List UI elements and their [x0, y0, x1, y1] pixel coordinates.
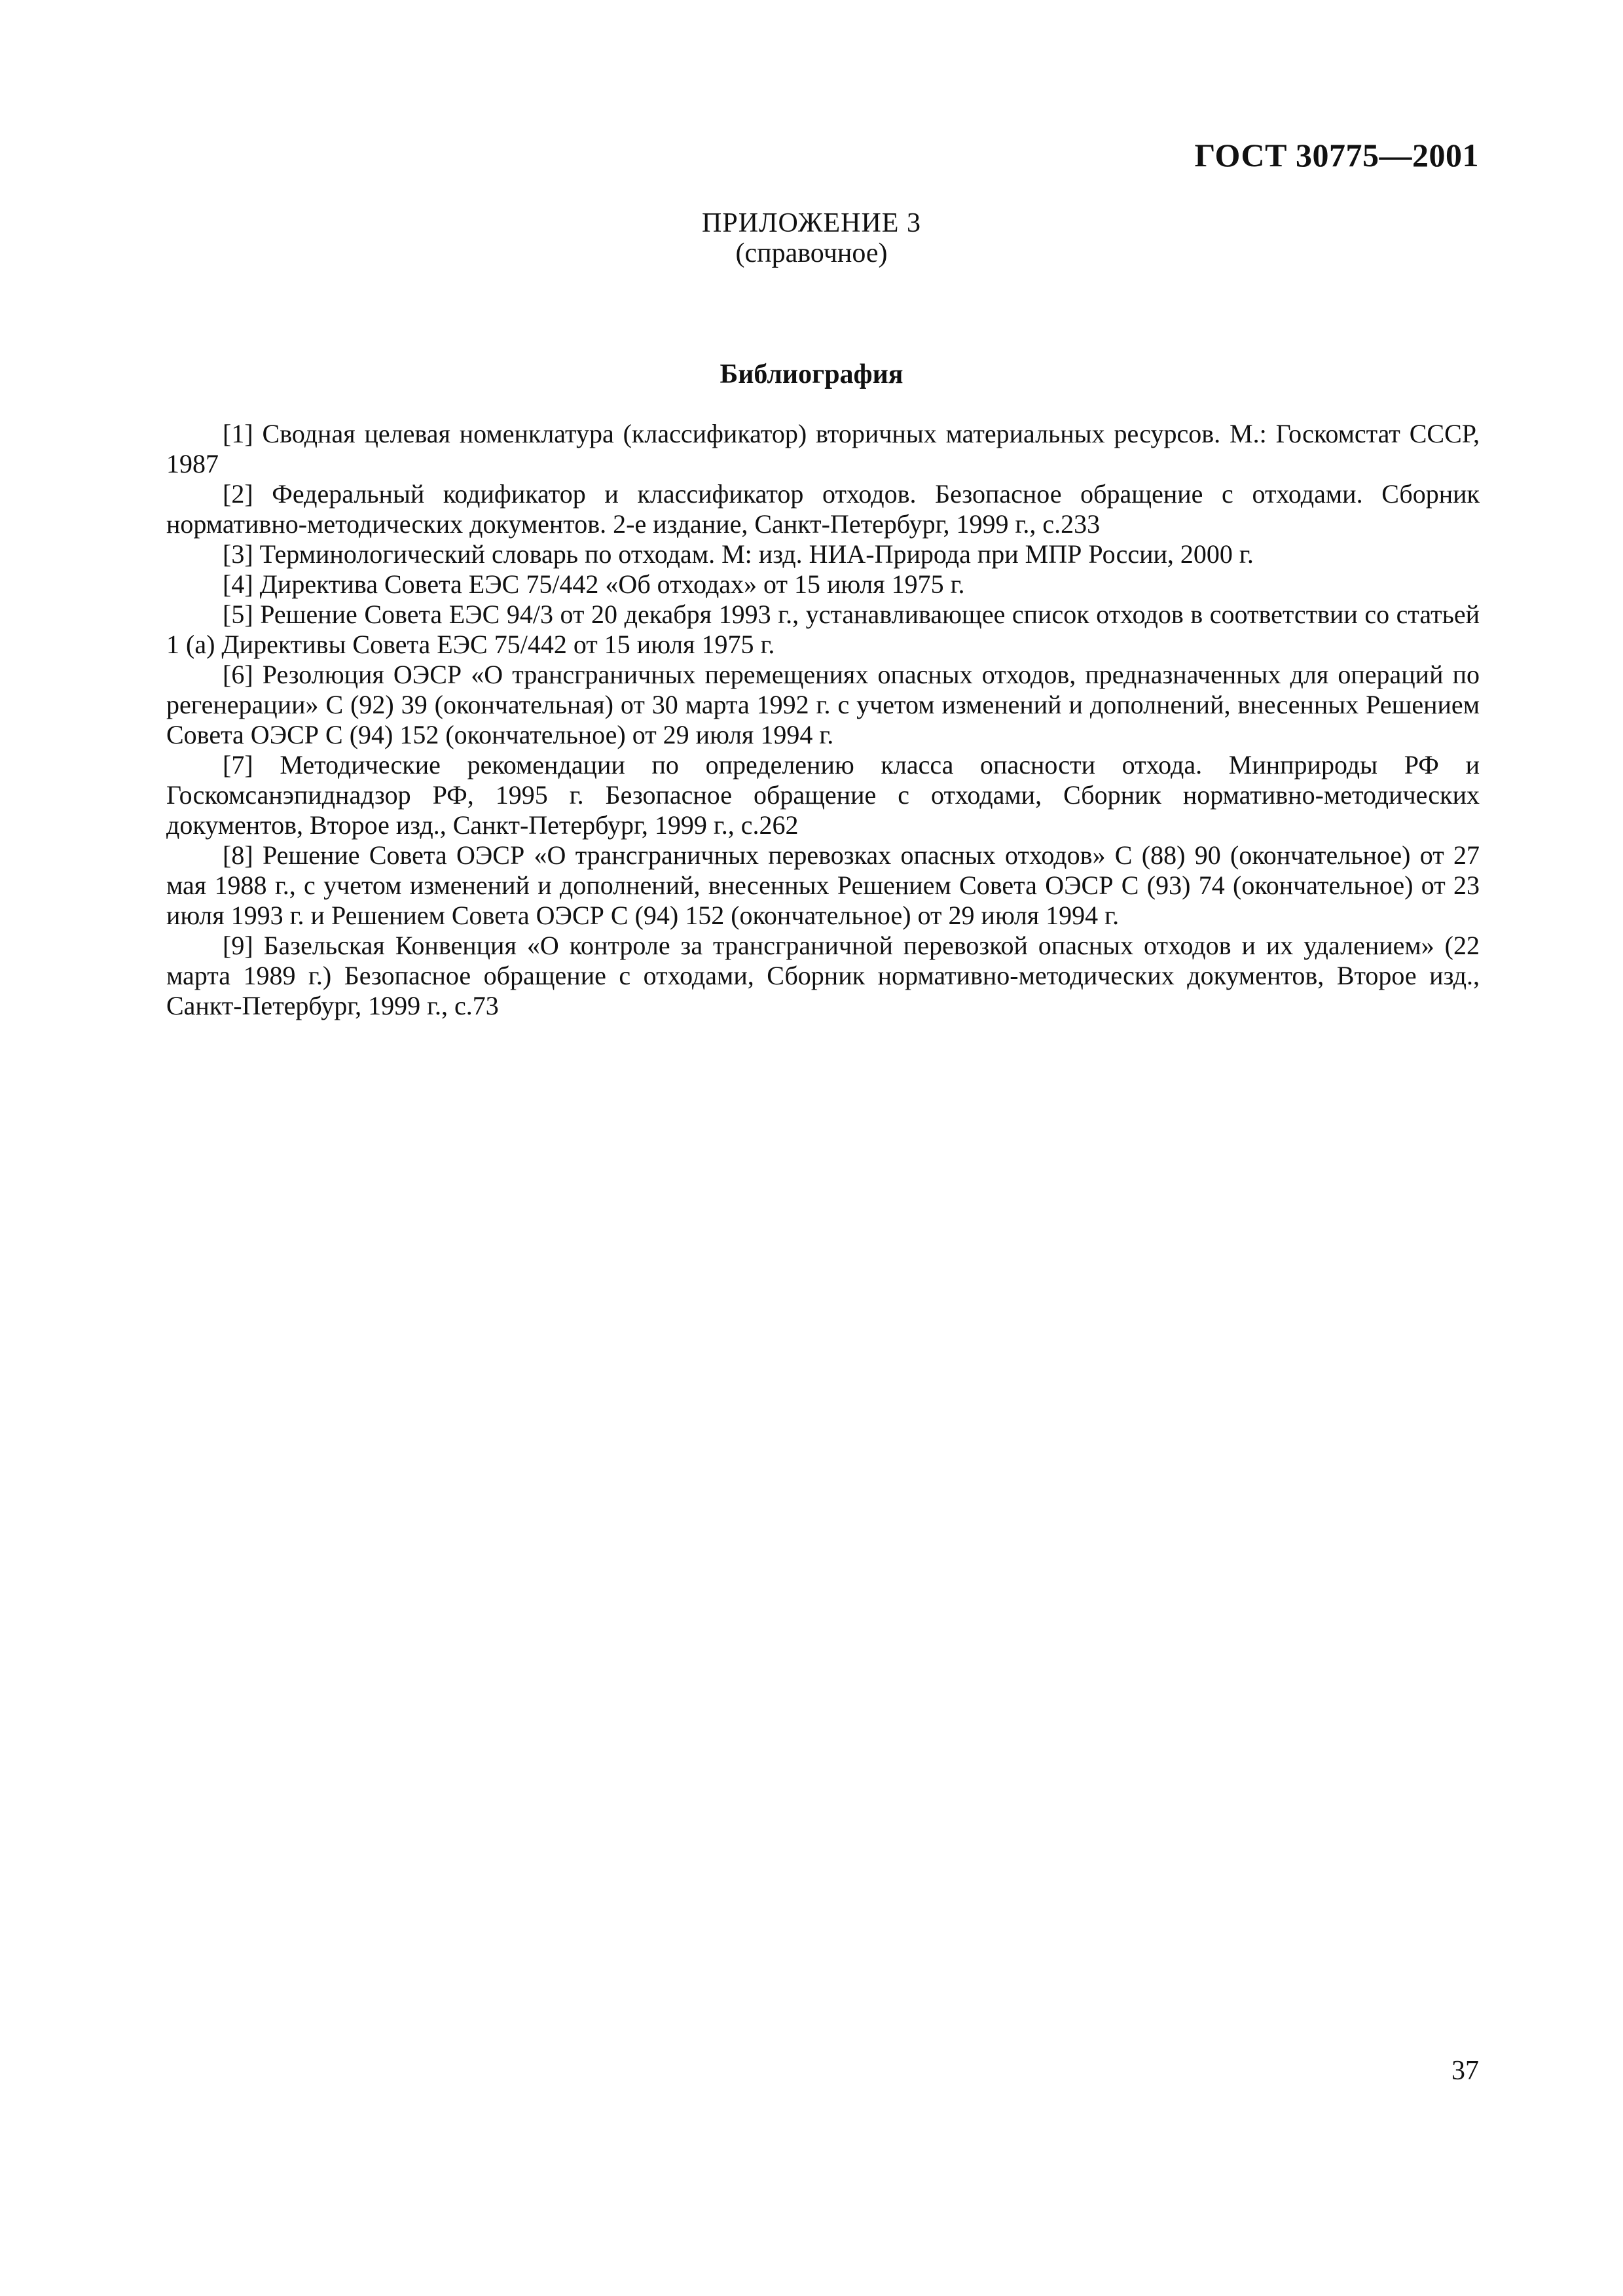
bibliography-item-9: [9] Базельская Конвенция «О контроле за трансграничной перевозкой опасных отходов и их удалением» (22 марта 1989 г.) Безопасное обращение с отходами, Сборник нормативно-методических документов, Второе изд., Санкт-Петербург, 1999 г., с.73 — [166, 931, 1480, 1020]
bibliography-item-3: [3] Терминологический словарь по отходам. М: изд. НИА-Природа при МПР России, 2000 г. — [223, 539, 1254, 569]
bibliography-item-2: [2] Федеральный кодификатор и классификатор отходов. Безопасное обращение с отходами. Сборник нормативно-методических документов. 2-е издание, Санкт-Петербург, 1999 г., с.233 — [166, 479, 1480, 539]
bibliography-item-4: [4] Директива Совета ЕЭС 75/442 «Об отходах» от 15 июля 1975 г. — [223, 569, 965, 599]
bibliography-item-1: [1] Сводная целевая номенклатура (классификатор) вторичных материальных ресурсов. М.: Госкомстат СССР, 1987 — [166, 419, 1480, 478]
appendix-note: (справочное) — [735, 238, 888, 268]
appendix-title: ПРИЛОЖЕНИЕ 3 — [702, 208, 921, 238]
bibliography-item-6: [6] Резолюция ОЭСР «О трансграничных перемещениях опасных отходов, предназначенных для операций по регенерации» С (92) 39 (окончательная) от 30 марта 1992 г. с учетом изменений и дополнений, внесенных Решением Совета ОЭСР С (94) 152 (окончательное) от 29 июля 1994 г. — [166, 660, 1480, 749]
document-code: ГОСТ 30775—2001 — [1194, 137, 1479, 173]
bibliography-item-8: [8] Решение Совета ОЭСР «О трансграничных перевозках опасных отходов» С (88) 90 (окончательное) от 27 мая 1988 г., с учетом изменений и дополнений, внесенных Решением Совета ОЭСР С (93) 74 (окончательное) от 23 июля 1993 г. и Решением Совета ОЭСР С (94) 152 (окончательное) от 29 июля 1994 г. — [166, 840, 1480, 930]
bibliography-item-5: [5] Решение Совета ЕЭС 94/3 от 20 декабря 1993 г., устанавливающее список отходов в соответствии со статьей 1 (а) Директивы Совета ЕЭС 75/442 от 15 июля 1975 г. — [166, 600, 1480, 659]
page-number: 37 — [1451, 2056, 1479, 2086]
section-title: Библиография — [720, 359, 903, 389]
appendix-heading — [0, 208, 1623, 268]
bibliography-item-7: [7] Методические рекомендации по определению класса опасности отхода. Минприроды РФ и Госкомсанэпиднадзор РФ, 1995 г. Безопасное обращение с отходами, Сборник нормативно-методических документов, Второе изд., Санкт-Петербург, 1999 г., с.262 — [166, 750, 1480, 840]
bibliography-list — [166, 419, 1480, 1021]
